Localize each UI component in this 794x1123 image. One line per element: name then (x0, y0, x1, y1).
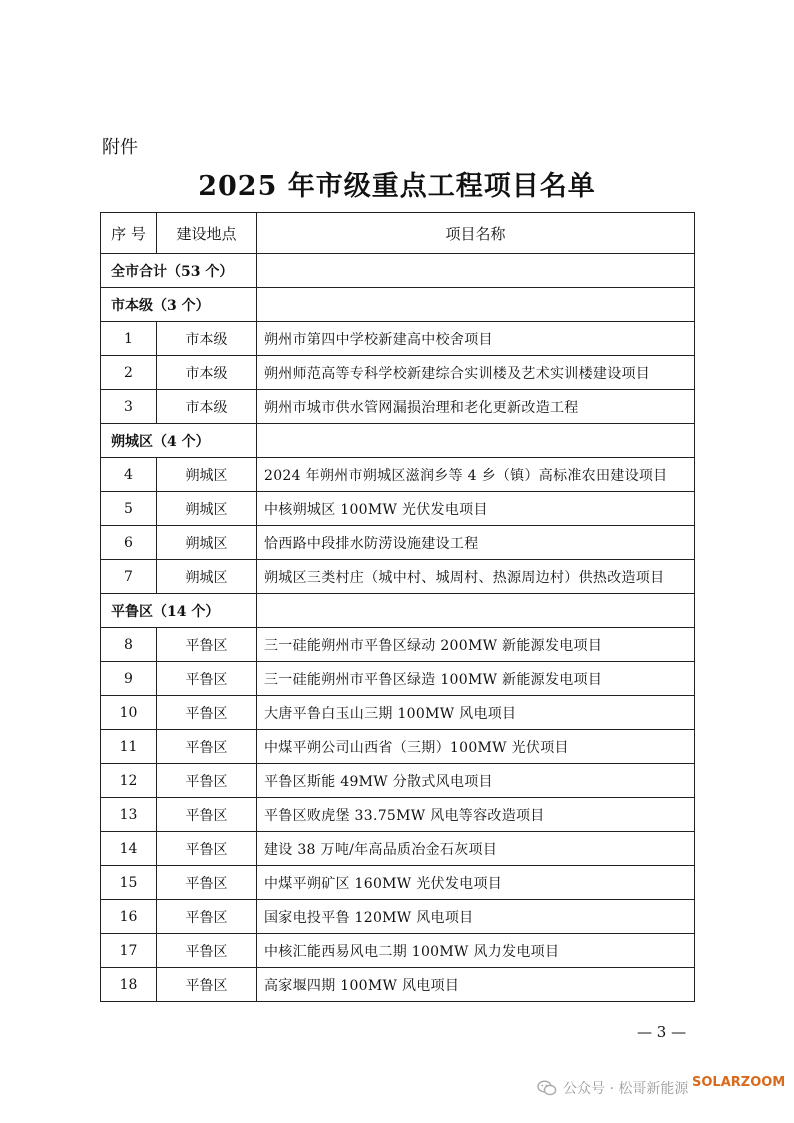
row-project-name: 三一硅能朔州市平鲁区绿动 200MW 新能源发电项目 (257, 628, 695, 662)
row-index: 1 (101, 322, 157, 356)
table-row (101, 764, 695, 798)
attachment-label: 附件 (102, 137, 138, 158)
total-row-label: 全市合计（53 个） (101, 254, 257, 288)
table-body (101, 254, 695, 1002)
row-project-name: 高家堰四期 100MW 风电项目 (257, 968, 695, 1002)
table-row (101, 900, 695, 934)
row-index: 16 (101, 900, 157, 934)
row-index: 10 (101, 696, 157, 730)
page-title: 2025 年市级重点工程项目名单 (198, 171, 596, 202)
table-header-row (101, 213, 695, 254)
group-label: 朔城区（4 个） (101, 424, 257, 458)
row-index: 5 (101, 492, 157, 526)
column-header-project-name: 项目名称 (257, 213, 695, 254)
row-location: 平鲁区 (157, 628, 257, 662)
table-row (101, 866, 695, 900)
row-location: 平鲁区 (157, 832, 257, 866)
row-project-name: 中煤平朔矿区 160MW 光伏发电项目 (257, 866, 695, 900)
row-location: 朔城区 (157, 560, 257, 594)
row-index: 4 (101, 458, 157, 492)
total-row-empty (257, 254, 695, 288)
row-project-name: 朔州师范高等专科学校新建综合实训楼及艺术实训楼建设项目 (257, 356, 695, 390)
row-project-name: 建设 38 万吨/年高品质冶金石灰项目 (257, 832, 695, 866)
row-location: 市本级 (157, 322, 257, 356)
row-index: 9 (101, 662, 157, 696)
row-project-name: 大唐平鲁白玉山三期 100MW 风电项目 (257, 696, 695, 730)
watermark (537, 1078, 688, 1098)
row-location: 平鲁区 (157, 696, 257, 730)
row-location: 平鲁区 (157, 900, 257, 934)
table-row (101, 696, 695, 730)
row-index: 7 (101, 560, 157, 594)
row-index: 3 (101, 390, 157, 424)
row-project-name: 2024 年朔州市朔城区滋润乡等 4 乡（镇）高标准农田建设项目 (257, 458, 695, 492)
row-index: 8 (101, 628, 157, 662)
group-row (101, 424, 695, 458)
table-row (101, 730, 695, 764)
table-row (101, 934, 695, 968)
row-location: 朔城区 (157, 526, 257, 560)
page-number: — 3 — (637, 1023, 687, 1041)
row-index: 14 (101, 832, 157, 866)
row-project-name: 朔州市城市供水管网漏损治理和老化更新改造工程 (257, 390, 695, 424)
group-label: 平鲁区（14 个） (101, 594, 257, 628)
row-location: 市本级 (157, 390, 257, 424)
project-table (100, 212, 695, 1002)
row-index: 13 (101, 798, 157, 832)
wechat-icon (537, 1080, 557, 1096)
group-row-empty (257, 288, 695, 322)
row-location: 平鲁区 (157, 798, 257, 832)
row-project-name: 朔州市第四中学校新建高中校舍项目 (257, 322, 695, 356)
row-project-name: 平鲁区斯能 49MW 分散式风电项目 (257, 764, 695, 798)
row-index: 6 (101, 526, 157, 560)
row-project-name: 恰西路中段排水防涝设施建设工程 (257, 526, 695, 560)
row-project-name: 朔城区三类村庄（城中村、城周村、热源周边村）供热改造项目 (257, 560, 695, 594)
group-row (101, 594, 695, 628)
row-project-name: 平鲁区败虎堡 33.75MW 风电等容改造项目 (257, 798, 695, 832)
table-row (101, 492, 695, 526)
table-row (101, 628, 695, 662)
table-row (101, 458, 695, 492)
row-location: 朔城区 (157, 492, 257, 526)
row-location: 朔城区 (157, 458, 257, 492)
row-location: 平鲁区 (157, 730, 257, 764)
row-location: 平鲁区 (157, 968, 257, 1002)
table-row (101, 356, 695, 390)
row-location: 市本级 (157, 356, 257, 390)
row-project-name: 国家电投平鲁 120MW 风电项目 (257, 900, 695, 934)
row-index: 11 (101, 730, 157, 764)
table-row (101, 968, 695, 1002)
row-location: 平鲁区 (157, 764, 257, 798)
table-row (101, 662, 695, 696)
watermark-brand: SOLARZOOM (692, 1075, 786, 1090)
row-index: 2 (101, 356, 157, 390)
table-row (101, 390, 695, 424)
row-index: 12 (101, 764, 157, 798)
table-row (101, 322, 695, 356)
group-row (101, 288, 695, 322)
row-location: 平鲁区 (157, 934, 257, 968)
row-project-name: 中核汇能西易风电二期 100MW 风力发电项目 (257, 934, 695, 968)
column-header-location: 建设地点 (157, 213, 257, 254)
table-row (101, 526, 695, 560)
group-row-empty (257, 594, 695, 628)
table-row (101, 560, 695, 594)
row-index: 17 (101, 934, 157, 968)
row-index: 15 (101, 866, 157, 900)
watermark-text: 公众号 · 松哥新能源 (563, 1081, 689, 1097)
row-location: 平鲁区 (157, 662, 257, 696)
row-project-name: 中核朔城区 100MW 光伏发电项目 (257, 492, 695, 526)
row-index: 18 (101, 968, 157, 1002)
group-row-empty (257, 424, 695, 458)
row-project-name: 中煤平朔公司山西省（三期）100MW 光伏项目 (257, 730, 695, 764)
table-row (101, 798, 695, 832)
group-label: 市本级（3 个） (101, 288, 257, 322)
row-project-name: 三一硅能朔州市平鲁区绿造 100MW 新能源发电项目 (257, 662, 695, 696)
total-row (101, 254, 695, 288)
table-row (101, 832, 695, 866)
column-header-index: 序 号 (101, 213, 157, 254)
row-location: 平鲁区 (157, 866, 257, 900)
